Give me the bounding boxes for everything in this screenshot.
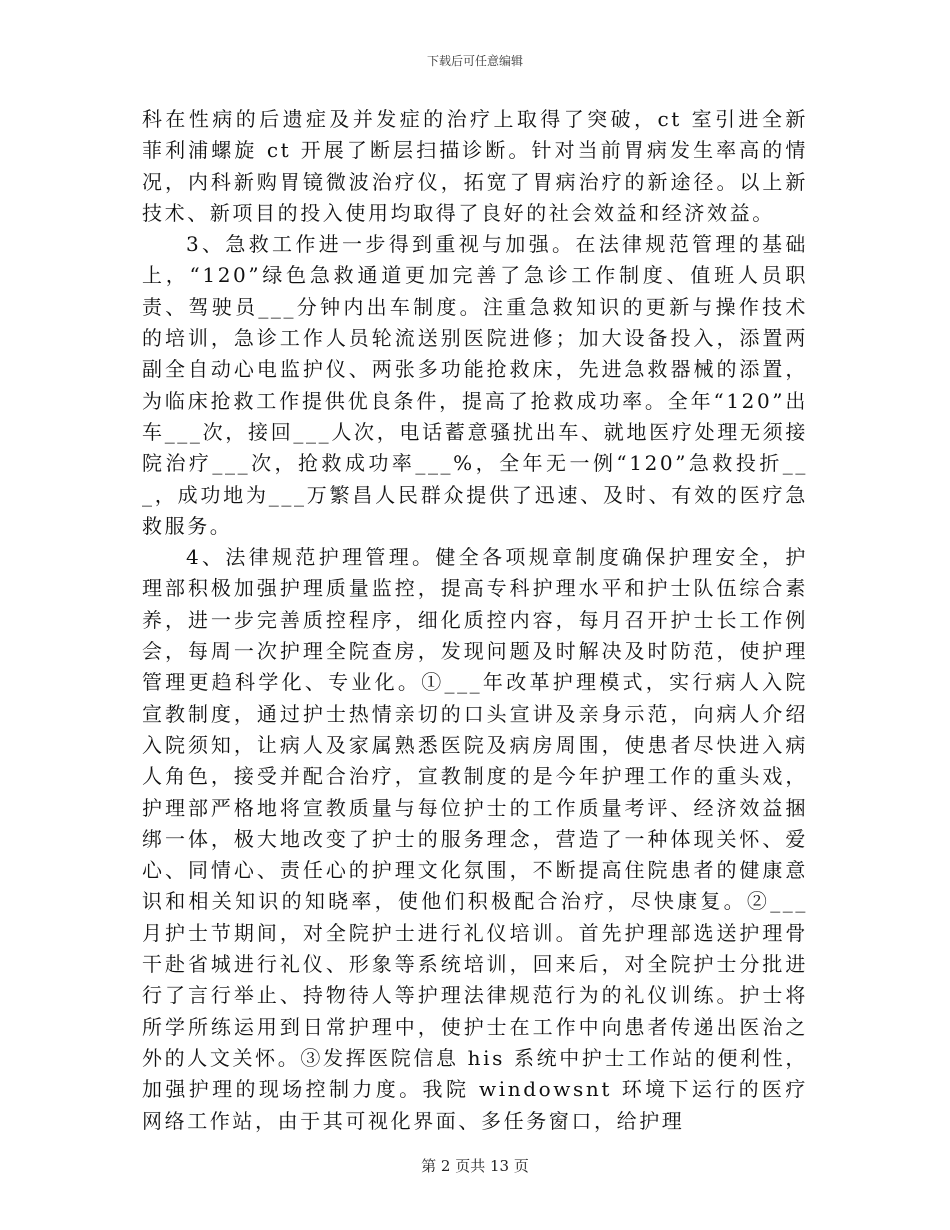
paragraph-emergency-care: 3、急救工作进一步得到重视与加强。在法律规范管理的基础上，“120”绿色急救通道更加完善了急诊工作制度、值班人员职责、驾驶员___分钟内出车制度。注重急救知识的更新与操作技术的培训，急诊工作人员轮流送别医院进修；加大设备投入，添置两副全自动心电监护仪、两张多功能抢救床，先进急救器械的添置，为临床抢救工作提供优良条件，提高了抢救成功率。全年“120”出车___次，接回___人次，电话蓄意骚扰出车、就地医疗处理无须接院治疗___次，抢救成功率___%，全年无一例“120”急救投折___，成功地为___万繁昌人民群众提供了迅速、及时、有效的医疗急救服务。 [142,232,808,538]
document-body [142,104,808,1137]
page-header: 下载后可任意编辑 [426,54,523,68]
paragraph-nursing-management: 4、法律规范护理管理。健全各项规章制度确保护理安全，护理部积极加强护理质量监控，提高专科护理水平和护士队伍综合素养，进一步完善质控程序，细化质控内容，每月召开护士长工作例会，每周一次护理全院查房，发现问题及时解决及时防范，使护理管理更趋科学化、专业化。①___年改革护理模式，实行病人入院宣教制度，通过护士热情亲切的口头宣讲及亲身示范，向病人介绍入院须知，让病人及家属熟悉医院及病房周围，使患者尽快进入病人角色，接受并配合治疗，宣教制度的是今年护理工作的重头戏，护理部严格地将宣教质量与每位护士的工作质量考评、经济效益捆绑一体，极大地改变了护士的服务理念，营造了一种体现关怀、爱心、同情心、责任心的护理文化氛围，不断提高住院患者的健康意识和相关知识的知晓率，使他们积极配合治疗，尽快康复。②___月护士节期间，对全院护士进行礼仪培训。首先护理部选送护理骨干赴省城进行礼仪、形象等系统培训，回来后，对全院护士分批进行了言行举止、持物待人等护理法律规范行为的礼仪训练。护士将所学所练运用到日常护理中，使护士在工作中向患者传递出医治之外的人文关怀。③发挥医院信息 his 系统中护士工作站的便利性，加强护理的现场控制力度。我院 windowsnt 环境下运行的医疗网络工作站，由于其可视化界面、多任务窗口，给护理 [142,545,808,1133]
page-footer: 第 2 页共 13 页 [421,1157,529,1175]
paragraph-continuation: 科在性病的后遗症及并发症的治疗上取得了突破，ct 室引进全新菲利浦螺旋 ct 开展了断层扫描诊断。针对当前胃病发生率高的情况，内科新购胃镜微波治疗仪，拓宽了胃病治疗的新途径。以上新技术、新项目的投入使用均取得了良好的社会效益和经济效益。 [142,107,808,225]
